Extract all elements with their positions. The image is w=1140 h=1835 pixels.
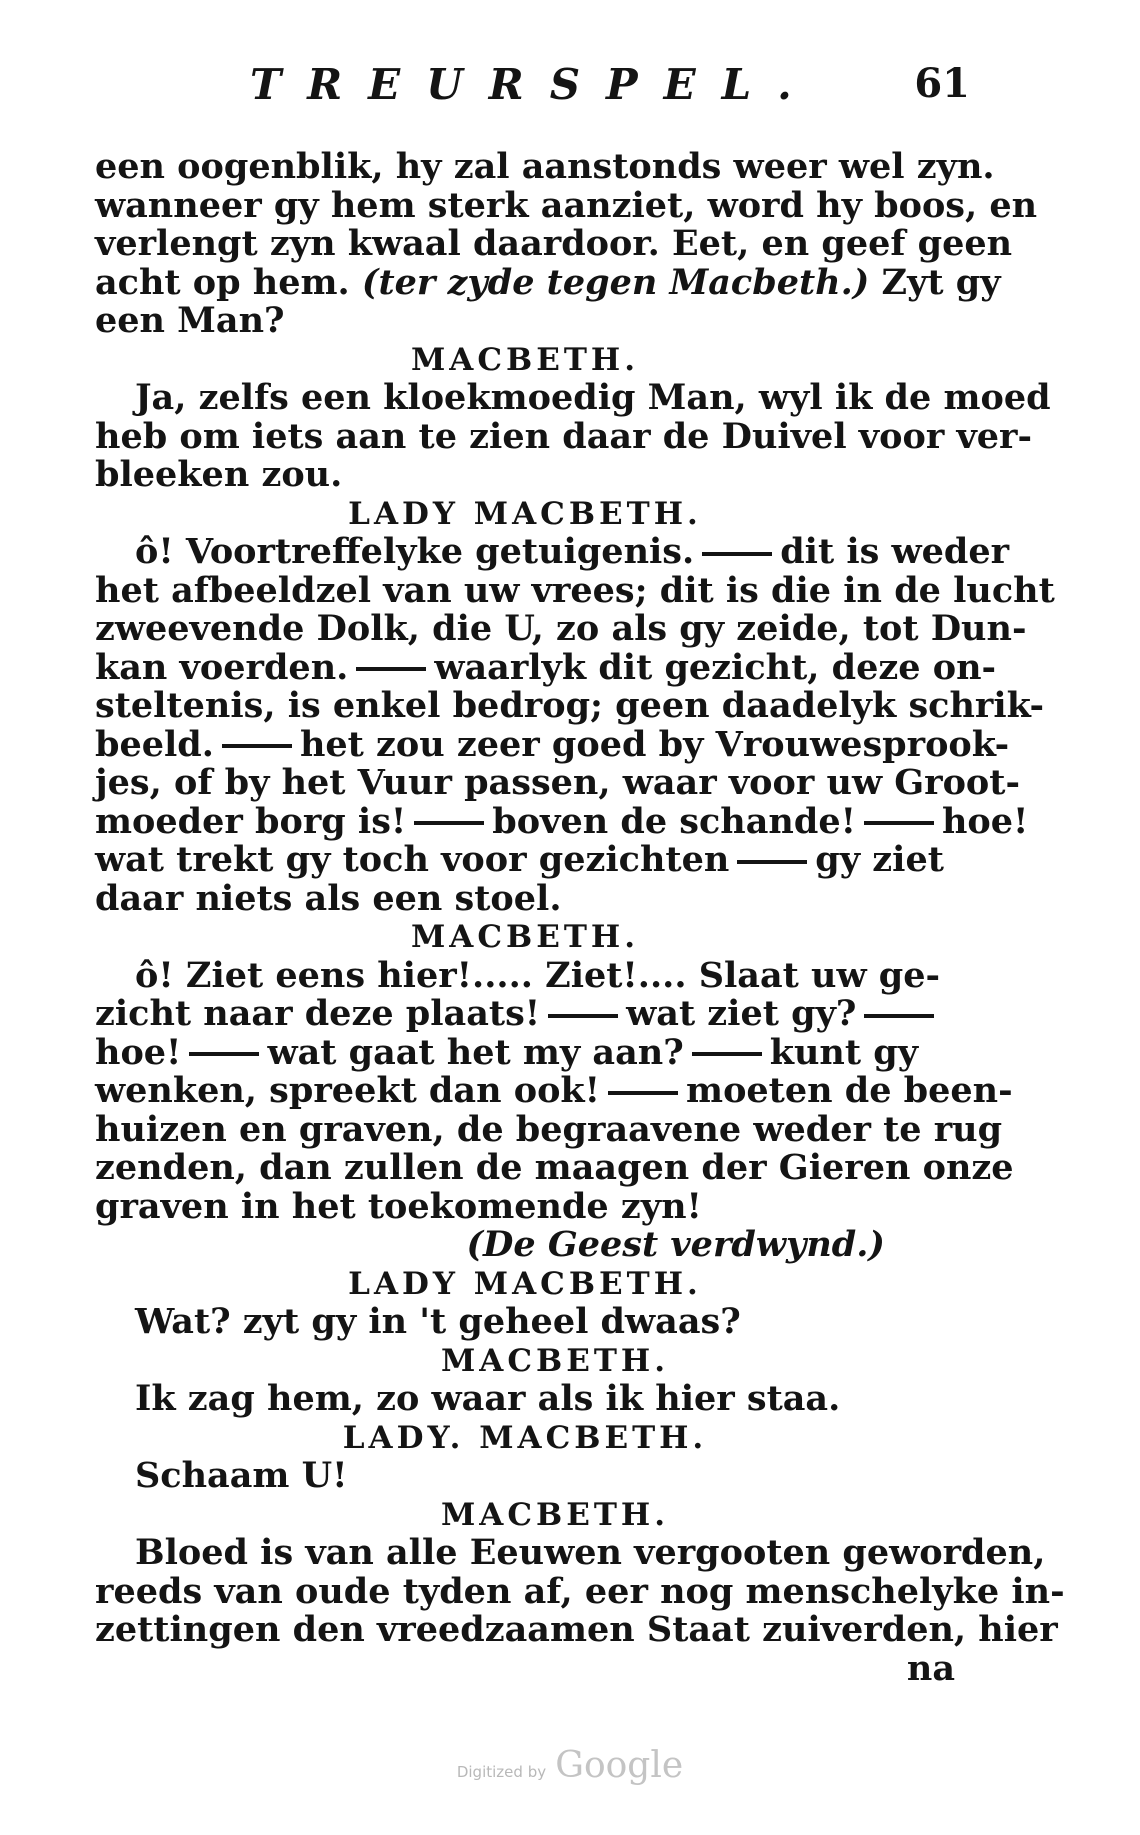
speaker-name: MACBETH. <box>410 341 640 378</box>
text-segment: beeld. <box>95 723 214 765</box>
text-segment: kan voerden. <box>95 646 349 688</box>
page-number: 61 <box>914 60 970 107</box>
text-line: daar niets als een stoel. <box>95 877 562 919</box>
speaker-name: LADY MACBETH. <box>348 495 702 532</box>
text-segment: boven de schande! <box>492 800 856 842</box>
text-line <box>95 1031 955 1073</box>
em-dash <box>548 1014 618 1018</box>
text-line: steltenis, is enkel bedrog; geen daadelyk schrik- <box>95 685 1044 726</box>
text-line: Ik zag hem, zo waar als ik hier staa. <box>135 1378 841 1419</box>
text-segment: kunt gy <box>769 1031 919 1073</box>
text-segment: wat gaat het my aan? <box>267 1031 684 1073</box>
text-line: het afbeeldzel van uw vrees; dit is die in de lucht <box>95 569 1055 611</box>
text-line <box>95 800 1029 842</box>
text-segment: Zyt gy <box>881 261 1001 303</box>
em-dash <box>737 860 807 864</box>
text-line: Bloed is van alle Eeuwen vergooten geworden, <box>135 1532 1046 1573</box>
text-line: zettingen den vreedzaamen Staat zuiverden, hier <box>95 1609 1058 1650</box>
text-segment: wat trekt gy toch voor gezichten <box>95 839 730 880</box>
em-dash <box>864 821 934 825</box>
speaker-name: MACBETH. <box>410 919 640 955</box>
text-line: bleeken zou. <box>95 454 343 495</box>
digitization-watermark <box>0 1745 1140 1786</box>
catchword: na <box>906 1647 955 1689</box>
text-line: huizen en graven, de begraavene weder te rug <box>95 1108 1003 1150</box>
em-dash <box>356 667 426 671</box>
stage-direction: (ter zyde tegen Macbeth.) <box>361 261 870 303</box>
text-line <box>95 841 955 880</box>
text-segment: waarlyk dit gezicht, deze on- <box>434 646 997 688</box>
text-line <box>95 723 1010 765</box>
text-segment: moeten de been- <box>686 1070 1013 1111</box>
text-line <box>95 995 955 1034</box>
speaker-name: LADY MACBETH. <box>348 1265 702 1302</box>
text-line: zenden, dan zullen de maagen der Gieren onze <box>95 1147 1014 1188</box>
em-dash <box>608 1091 678 1095</box>
text-line <box>95 646 997 688</box>
text-line: reeds van oude tyden af, eer nog menschelyke in- <box>95 1570 1065 1612</box>
text-line: ô! Ziet eens hier!..... Ziet!.... Slaat uw ge- <box>135 954 941 996</box>
text-line: zweevende Dolk, die U, zo als gy zeide, tot Dun- <box>95 608 1027 649</box>
body-text <box>95 146 1065 1689</box>
em-dash <box>222 744 292 748</box>
text-segment: dit is weder <box>780 531 1010 572</box>
stage-direction: (De Geest verdwynd.) <box>466 1224 885 1265</box>
text-line: Wat? zyt gy in 't geheel dwaas? <box>135 1301 741 1342</box>
running-title: TREURSPEL. <box>250 60 818 109</box>
text-line: Schaam U! <box>135 1455 348 1496</box>
text-line: graven in het toekomende zyn! <box>95 1185 702 1227</box>
text-line: een oogenblik, hy zal aanstonds weer wel zyn. <box>95 146 995 187</box>
text-segment: zicht naar deze plaats! <box>95 993 541 1034</box>
page-header <box>250 60 970 120</box>
text-segment: het zou zeer goed by Vrouwesprook- <box>299 723 1010 765</box>
text-line: Ja, zelfs een kloekmoedig Man, wyl ik de moed <box>135 377 1051 418</box>
text-segment: acht op hem. <box>95 261 350 303</box>
text-line: heb om iets aan te zien daar de Duivel voor ver- <box>95 415 1033 457</box>
text-line <box>95 531 1010 572</box>
em-dash <box>692 1052 762 1056</box>
speaker-name: MACBETH. <box>440 1342 670 1379</box>
text-segment: wat ziet gy? <box>626 993 857 1034</box>
text-line: een Man? <box>95 300 285 341</box>
em-dash <box>702 552 772 556</box>
speaker-name: LADY. MACBETH. <box>342 1419 708 1456</box>
text-segment: moeder borg is! <box>95 800 407 842</box>
text-line: wanneer gy hem sterk aanziet, word hy boos, en <box>95 184 1038 226</box>
text-segment: hoe! <box>95 1031 182 1073</box>
em-dash <box>864 1014 934 1018</box>
text-segment: gy ziet <box>815 839 944 880</box>
digitized-by-label: Digitized by <box>456 1763 547 1781</box>
text-line: jes, of by het Vuur passen, waar voor uw Groot- <box>95 762 1020 803</box>
em-dash <box>414 821 484 825</box>
text-line: verlengt zyn kwaal daardoor. Eet, en geef geen <box>95 223 1013 264</box>
em-dash <box>189 1052 259 1056</box>
text-segment: ô! Voortreffelyke getuigenis. <box>135 531 695 572</box>
text-line <box>95 261 1001 303</box>
text-line <box>95 1070 1013 1111</box>
text-segment: hoe! <box>941 800 1029 842</box>
speaker-name: MACBETH. <box>440 1496 670 1533</box>
text-segment: wenken, spreekt dan ook! <box>95 1070 601 1111</box>
google-logo: Google <box>555 1745 684 1786</box>
